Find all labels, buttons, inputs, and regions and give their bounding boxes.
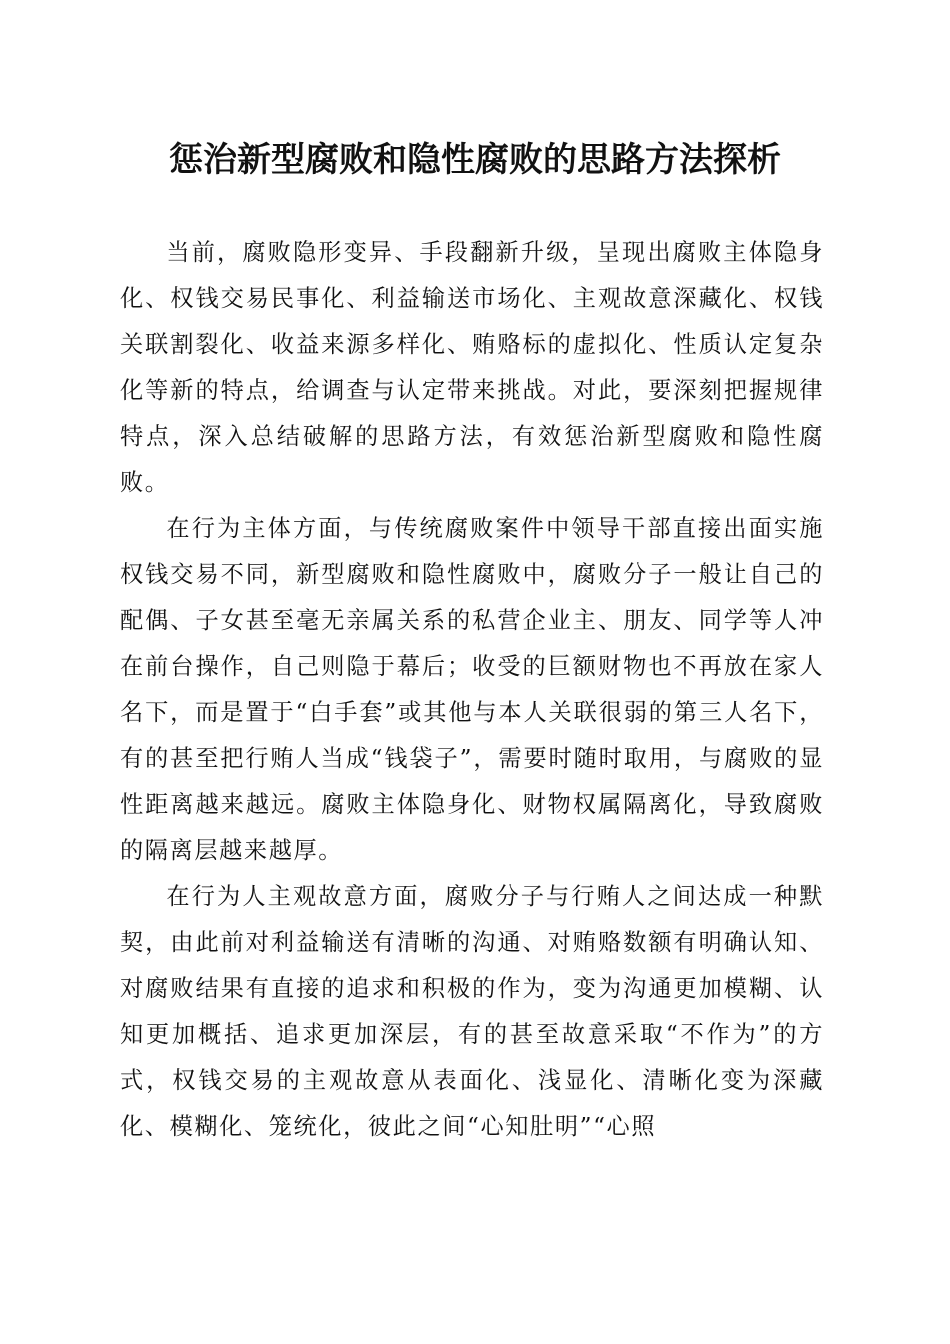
paragraph-1: 当前，腐败隐形变异、手段翻新升级，呈现出腐败主体隐身化、权钱交易民事化、利益输送市场化、主观故意深藏化、权钱关联割裂化、收益来源多样化、贿赂标的虚拟化、性质认定复杂化等新的特点，给调查与认定带来挑战。对此，要深刻把握规律特点，深入总结破解的思路方法，有效惩治新型腐败和隐性腐败。 <box>120 239 824 496</box>
document-title: 惩治新型腐败和隐性腐败的思路方法探析 <box>169 140 781 180</box>
document-body <box>120 230 824 1150</box>
paragraph-3: 在行为人主观故意方面，腐败分子与行贿人之间达成一种默契，由此前对利益输送有清晰的沟通、对贿赂数额有明确认知、对腐败结果有直接的追求和积极的作为，变为沟通更加模糊、认知更加概括、追求更加深层，有的甚至故意采取“不作为”的方式，权钱交易的主观故意从表面化、浅显化、清晰化变为深藏化、模糊化、笼统化，彼此之间“心知肚明”“心照 <box>120 883 824 1140</box>
paragraph-2: 在行为主体方面，与传统腐败案件中领导干部直接出面实施权钱交易不同，新型腐败和隐性腐败中，腐败分子一般让自己的配偶、子女甚至毫无亲属关系的私营企业主、朋友、同学等人冲在前台操作，自己则隐于幕后；收受的巨额财物也不再放在家人名下，而是置于“白手套”或其他与本人关联很弱的第三人名下，有的甚至把行贿人当成“钱袋子”，需要时随时取用，与腐败的显性距离越来越远。腐败主体隐身化、财物权属隔离化，导致腐败的隔离层越来越厚。 <box>120 515 824 864</box>
